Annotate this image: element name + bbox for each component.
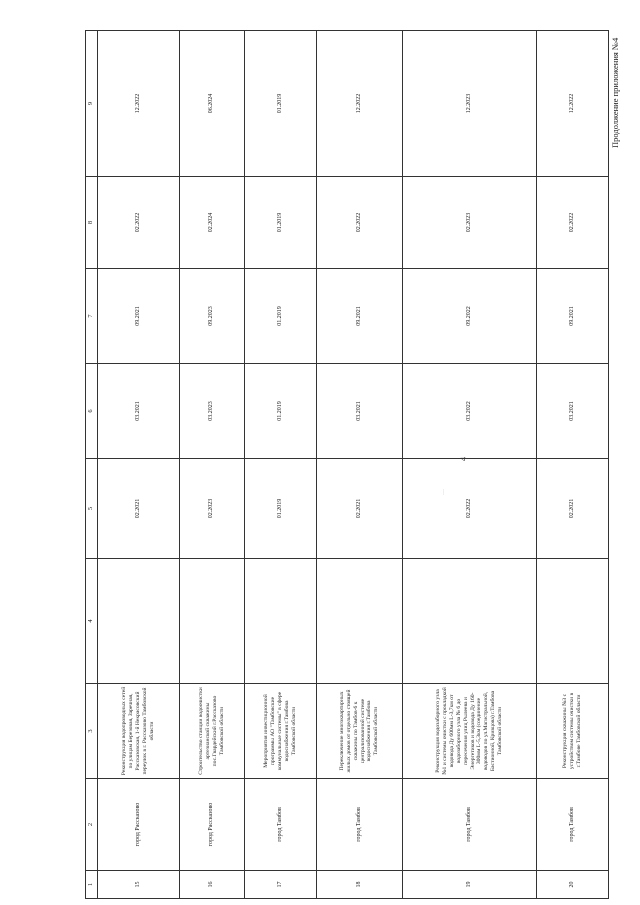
cell-col8: 02.2022 xyxy=(537,177,609,269)
location-cell: город Тамбов xyxy=(245,779,317,871)
cell-col8: 02.2024 xyxy=(180,177,245,269)
cell-col4 xyxy=(403,559,537,684)
cell-col5: 01.2019 xyxy=(245,459,317,559)
row-number: 20 xyxy=(537,871,609,899)
column-header: 2 xyxy=(86,779,98,871)
cell-col7: 01.2019 xyxy=(245,269,317,364)
schedule-table xyxy=(85,30,609,899)
cell-col9: 01.2019 xyxy=(245,31,317,177)
cell-col7: 09.2023 xyxy=(180,269,245,364)
location-cell: город Тамбов xyxy=(403,779,537,871)
description-cell: Строительство станции водоочистки артезианской скважины пос.Гвардейский г.Рассказово Тамбовской области xyxy=(180,684,245,779)
table-row xyxy=(403,31,537,899)
cell-col8: 02.2022 xyxy=(98,177,180,269)
column-header: 7 xyxy=(86,269,98,364)
description-cell: Реконструкция скважины №3 с устройством системы очистки в г.Тамбове Тамбовской области xyxy=(537,684,609,779)
cell-col9: 06.2024 xyxy=(180,31,245,177)
column-header: 9 xyxy=(86,31,98,177)
table-row xyxy=(180,31,245,899)
description-cell: Мероприятия инвестиционной программы АО "Тамбовские коммунальные системы" в сфере водоснабжения г.Тамбова Тамбовской области xyxy=(245,684,317,779)
column-header: 6 xyxy=(86,364,98,459)
continuation-label: Продолжение приложения №4 xyxy=(610,37,620,148)
cell-col6: 03.2021 xyxy=(537,364,609,459)
row-number: 17 xyxy=(245,871,317,899)
cell-col9: 12.2022 xyxy=(98,31,180,177)
cell-col4 xyxy=(245,559,317,684)
table-row xyxy=(317,31,403,899)
cell-col5: 02.2023 xyxy=(180,459,245,559)
description-cell: Реконструкция водозаборного узла №1 и системы очистки с прокладкой водовода Ду 600мм L-3,7км от водозаборного узла № 6 до пересечения улиц Рылеева и Энергетиков и водовода Ду 160-300мм L-5,3км (соединение водоводов по ул.Магистральной, Бастионной, Кривцова) г.Тамбова Тамбовской области xyxy=(403,684,537,779)
cell-col7: 09.2022 xyxy=(403,269,537,364)
cell-col8: 02.2022 xyxy=(317,177,403,269)
column-header: 4 xyxy=(86,559,98,684)
cell-col4 xyxy=(537,559,609,684)
cell-col5: 02.2022 xyxy=(403,459,537,559)
cell-col5: 02.2021 xyxy=(537,459,609,559)
cell-col6: 03.2021 xyxy=(317,364,403,459)
cell-col5: 02.2021 xyxy=(98,459,180,559)
cell-col7: 09.2021 xyxy=(537,269,609,364)
description-cell: Переключение многоквартирных жилых домов от отдельно стоящей скважины по Тамбов-6 к централизованной системе водоснабжения г.Тамбова Тамбовской области xyxy=(317,684,403,779)
column-header: 5 xyxy=(86,459,98,559)
cell-col4 xyxy=(317,559,403,684)
row-number: 15 xyxy=(98,871,180,899)
row-number: 16 xyxy=(180,871,245,899)
page-number: 4 xyxy=(459,457,468,461)
location-cell: город Тамбов xyxy=(537,779,609,871)
location-cell: город Тамбов xyxy=(317,779,403,871)
schedule-table-wrapper xyxy=(85,31,606,899)
row-number: 18 xyxy=(317,871,403,899)
cell-col6: 03.2023 xyxy=(180,364,245,459)
location-cell: город Рассказово xyxy=(180,779,245,871)
header-row xyxy=(86,31,98,899)
cell-col7: 09.2021 xyxy=(98,269,180,364)
cell-col6: 01.2019 xyxy=(245,364,317,459)
table-row xyxy=(245,31,317,899)
column-header: 1 xyxy=(86,871,98,899)
location-cell: город Рассказово xyxy=(98,779,180,871)
faint-text: … xyxy=(440,489,446,495)
cell-col6: 03.2022 xyxy=(403,364,537,459)
cell-col6: 03.2021 xyxy=(98,364,180,459)
description-cell: Реконструкция водопроводных сетей по улицам Березовая, Заречная, Рассказовская, 1-й Некрасовский переулок в г. Рассказово Тамбовской области xyxy=(98,684,180,779)
cell-col9: 12.2023 xyxy=(403,31,537,177)
cell-col9: 12.2022 xyxy=(537,31,609,177)
cell-col4 xyxy=(180,559,245,684)
cell-col7: 09.2021 xyxy=(317,269,403,364)
cell-col8: 02.2023 xyxy=(403,177,537,269)
column-header: 8 xyxy=(86,177,98,269)
cell-col8: 01.2019 xyxy=(245,177,317,269)
row-number: 19 xyxy=(403,871,537,899)
table-row xyxy=(98,31,180,899)
table-row xyxy=(537,31,609,899)
cell-col4 xyxy=(98,559,180,684)
cell-col9: 12.2022 xyxy=(317,31,403,177)
cell-col5: 02.2021 xyxy=(317,459,403,559)
column-header: 3 xyxy=(86,684,98,779)
